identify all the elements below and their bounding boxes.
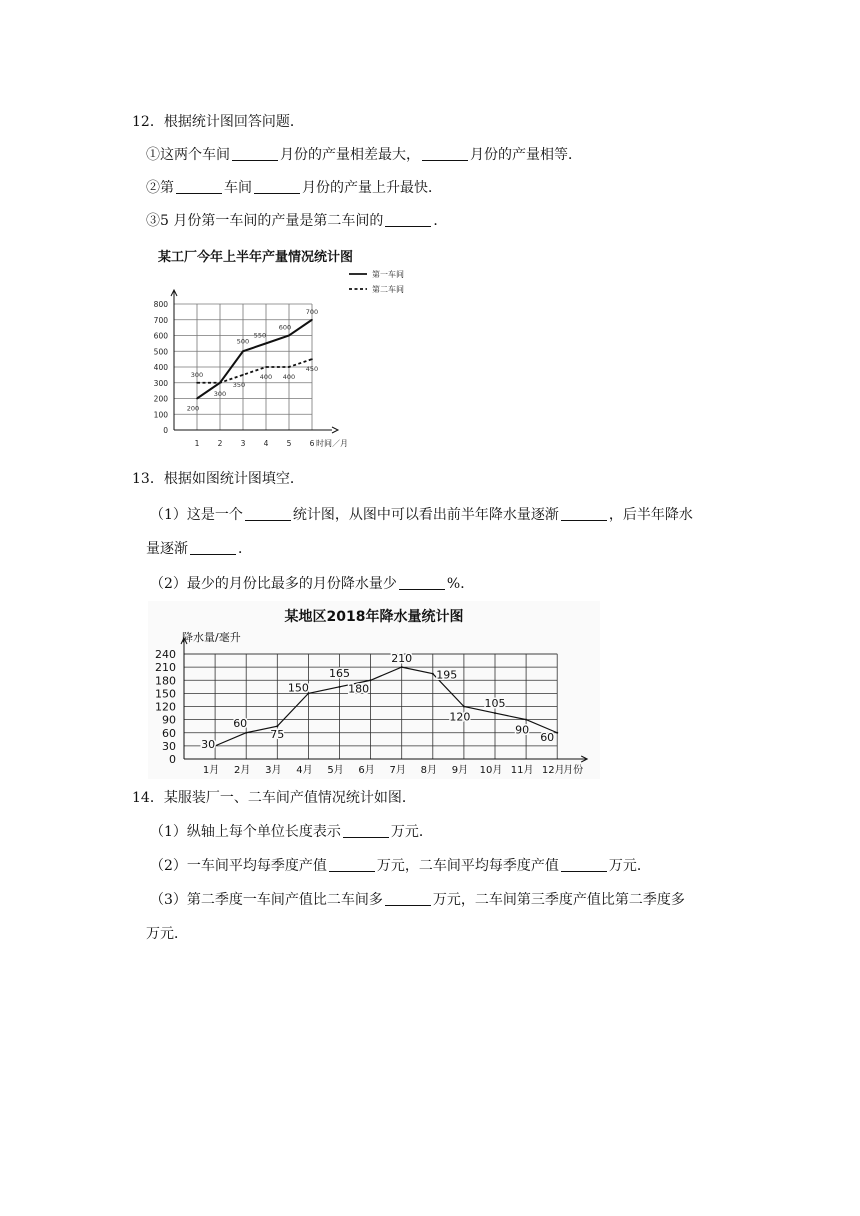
y-axis-label: 降水量/毫升 — [182, 631, 241, 644]
chart-title: 某地区2018年降水量统计图 — [284, 609, 464, 625]
data-label: 600 — [278, 323, 292, 332]
y-tick-label: 600 — [153, 331, 168, 341]
data-label: 350 — [232, 380, 246, 389]
x-tick-label: 9月 — [451, 765, 469, 776]
data-point — [219, 382, 221, 384]
data-label: 450 — [305, 365, 319, 374]
data-label: 400 — [282, 373, 296, 381]
y-tick-label: 500 — [153, 347, 168, 357]
x-tick-label: 7月 — [389, 765, 406, 776]
y-tick-label: 90 — [162, 713, 176, 727]
x-tick-label: 11月 — [510, 765, 534, 776]
y-tick-label: 200 — [153, 394, 168, 404]
x-tick-label: 3月 — [265, 765, 282, 776]
data-point — [245, 732, 247, 734]
y-tick-label: 800 — [153, 300, 168, 309]
x-tick-label: 6 — [309, 439, 315, 448]
data-point — [196, 382, 198, 384]
production-line-chart — [142, 244, 432, 456]
data-label: 500 — [236, 337, 250, 346]
answer-blank[interactable] — [176, 179, 222, 194]
y-tick-label: 700 — [153, 315, 168, 325]
x-axis-label: 月份 — [563, 765, 584, 776]
data-label: 195 — [436, 668, 458, 682]
x-tick-label: 4 — [263, 439, 269, 448]
data-label: 60 — [233, 716, 248, 730]
data-point — [401, 666, 403, 668]
data-label: 550 — [253, 331, 267, 340]
data-point — [494, 712, 496, 714]
data-label: 90 — [515, 723, 530, 737]
data-label: 400 — [259, 373, 273, 381]
x-tick-label: 12月 — [541, 765, 565, 776]
chart-background — [148, 601, 600, 779]
answer-blank[interactable] — [245, 506, 291, 521]
x-tick-label: 4月 — [296, 765, 313, 776]
answer-blank[interactable] — [385, 891, 431, 906]
answer-blank[interactable] — [254, 179, 300, 194]
y-tick-label: 300 — [153, 378, 168, 388]
data-point — [196, 398, 198, 400]
legend-label: 第二车间 — [372, 285, 404, 294]
data-point — [242, 374, 244, 376]
data-point — [242, 350, 244, 352]
answer-blank[interactable] — [561, 506, 607, 521]
answer-blank[interactable] — [422, 146, 468, 161]
x-tick-label: 1 — [194, 439, 200, 448]
data-label: 30 — [201, 737, 216, 751]
x-tick-label: 3 — [240, 439, 246, 448]
data-label: 120 — [449, 710, 471, 724]
data-point — [265, 366, 267, 368]
data-point — [432, 673, 434, 675]
q14-sub3: （3）第二季度一车间产值比二车间多 万元，二车间第三季度产值比第二季度多 — [150, 892, 685, 908]
answer-blank[interactable] — [385, 212, 431, 227]
q13-sub2: （2）最少的月份比最多的月份降水量少 %． — [150, 576, 475, 592]
y-tick-label: 150 — [155, 687, 176, 701]
legend-label: 第一车间 — [372, 270, 404, 279]
x-tick-label: 10月 — [479, 765, 503, 776]
y-tick-label: 210 — [155, 661, 176, 675]
x-tick-label: 5 — [286, 439, 292, 448]
data-point — [525, 719, 527, 721]
x-tick-label: 5月 — [327, 765, 344, 776]
data-point — [288, 335, 290, 337]
data-point — [339, 686, 341, 688]
x-tick-label: 2 — [217, 439, 223, 448]
data-point — [556, 732, 558, 734]
data-point — [370, 679, 372, 681]
answer-blank[interactable] — [190, 540, 236, 555]
q14-sub1: （1）纵轴上每个单位长度表示 万元． — [150, 824, 433, 840]
data-label: 300 — [190, 370, 204, 379]
data-label: 700 — [305, 307, 319, 316]
data-point — [276, 725, 278, 727]
q12-sub1: ①这两个车间 月份的产量相差最大， 月份的产量相等． — [146, 147, 582, 163]
y-tick-label: 120 — [155, 700, 176, 714]
q12-title: 12．根据统计图回答问题． — [132, 114, 304, 130]
answer-blank[interactable] — [232, 146, 278, 161]
answer-blank[interactable] — [399, 575, 445, 590]
data-point — [288, 366, 290, 368]
y-tick-label: 60 — [162, 726, 176, 740]
data-label: 200 — [186, 404, 200, 413]
q13-sub1-cont: 量逐渐 ． — [146, 541, 252, 557]
y-tick-label: 240 — [155, 648, 176, 661]
rainfall-line-chart — [148, 601, 600, 779]
y-tick-label: 30 — [162, 739, 176, 753]
x-tick-label: 1月 — [202, 765, 220, 776]
q13-sub1: （1）这是一个 统计图，从图中可以看出前半年降水量逐渐 ，后半年降水 — [150, 507, 693, 523]
y-tick-label: 400 — [153, 363, 168, 372]
data-point — [311, 319, 313, 321]
answer-blank[interactable] — [329, 857, 375, 872]
answer-blank[interactable] — [561, 857, 607, 872]
q14-sub2: （2）一车间平均每季度产值 万元，二车间平均每季度产值 万元． — [150, 858, 651, 874]
y-tick-label: 0 — [163, 426, 168, 435]
data-label: 105 — [484, 697, 506, 711]
q14-sub3-cont: 万元． — [146, 926, 188, 942]
q14-title: 14．某服装厂一、二车间产值情况统计如图． — [132, 790, 416, 806]
x-tick-label: 6月 — [358, 765, 375, 776]
x-axis-label: 时间／月 — [316, 439, 348, 448]
q13-title: 13．根据如图统计图填空． — [132, 471, 304, 487]
q12-sub2: ②第 车间 月份的产量上升最快． — [146, 180, 442, 196]
data-label: 210 — [391, 652, 413, 666]
data-point — [265, 343, 267, 345]
data-point — [463, 706, 465, 708]
y-tick-label: 180 — [155, 674, 176, 688]
y-tick-label: 100 — [153, 410, 168, 420]
data-label: 165 — [329, 666, 350, 680]
data-label: 180 — [348, 682, 370, 696]
data-point — [311, 358, 313, 360]
data-label: 60 — [540, 730, 555, 744]
x-axis-arrow — [332, 427, 338, 433]
data-label: 300 — [213, 389, 227, 398]
chart-title: 某工厂今年上半年产量情况统计图 — [158, 250, 354, 265]
x-tick-label: 8月 — [420, 765, 437, 776]
data-label: 150 — [287, 681, 309, 695]
x-tick-label: 2月 — [234, 765, 251, 776]
data-label: 75 — [270, 728, 285, 742]
y-tick-label: 0 — [169, 753, 176, 766]
q12-sub3: ③5 月份第一车间的产量是第二车间的 ． — [146, 213, 448, 229]
answer-blank[interactable] — [343, 823, 389, 838]
